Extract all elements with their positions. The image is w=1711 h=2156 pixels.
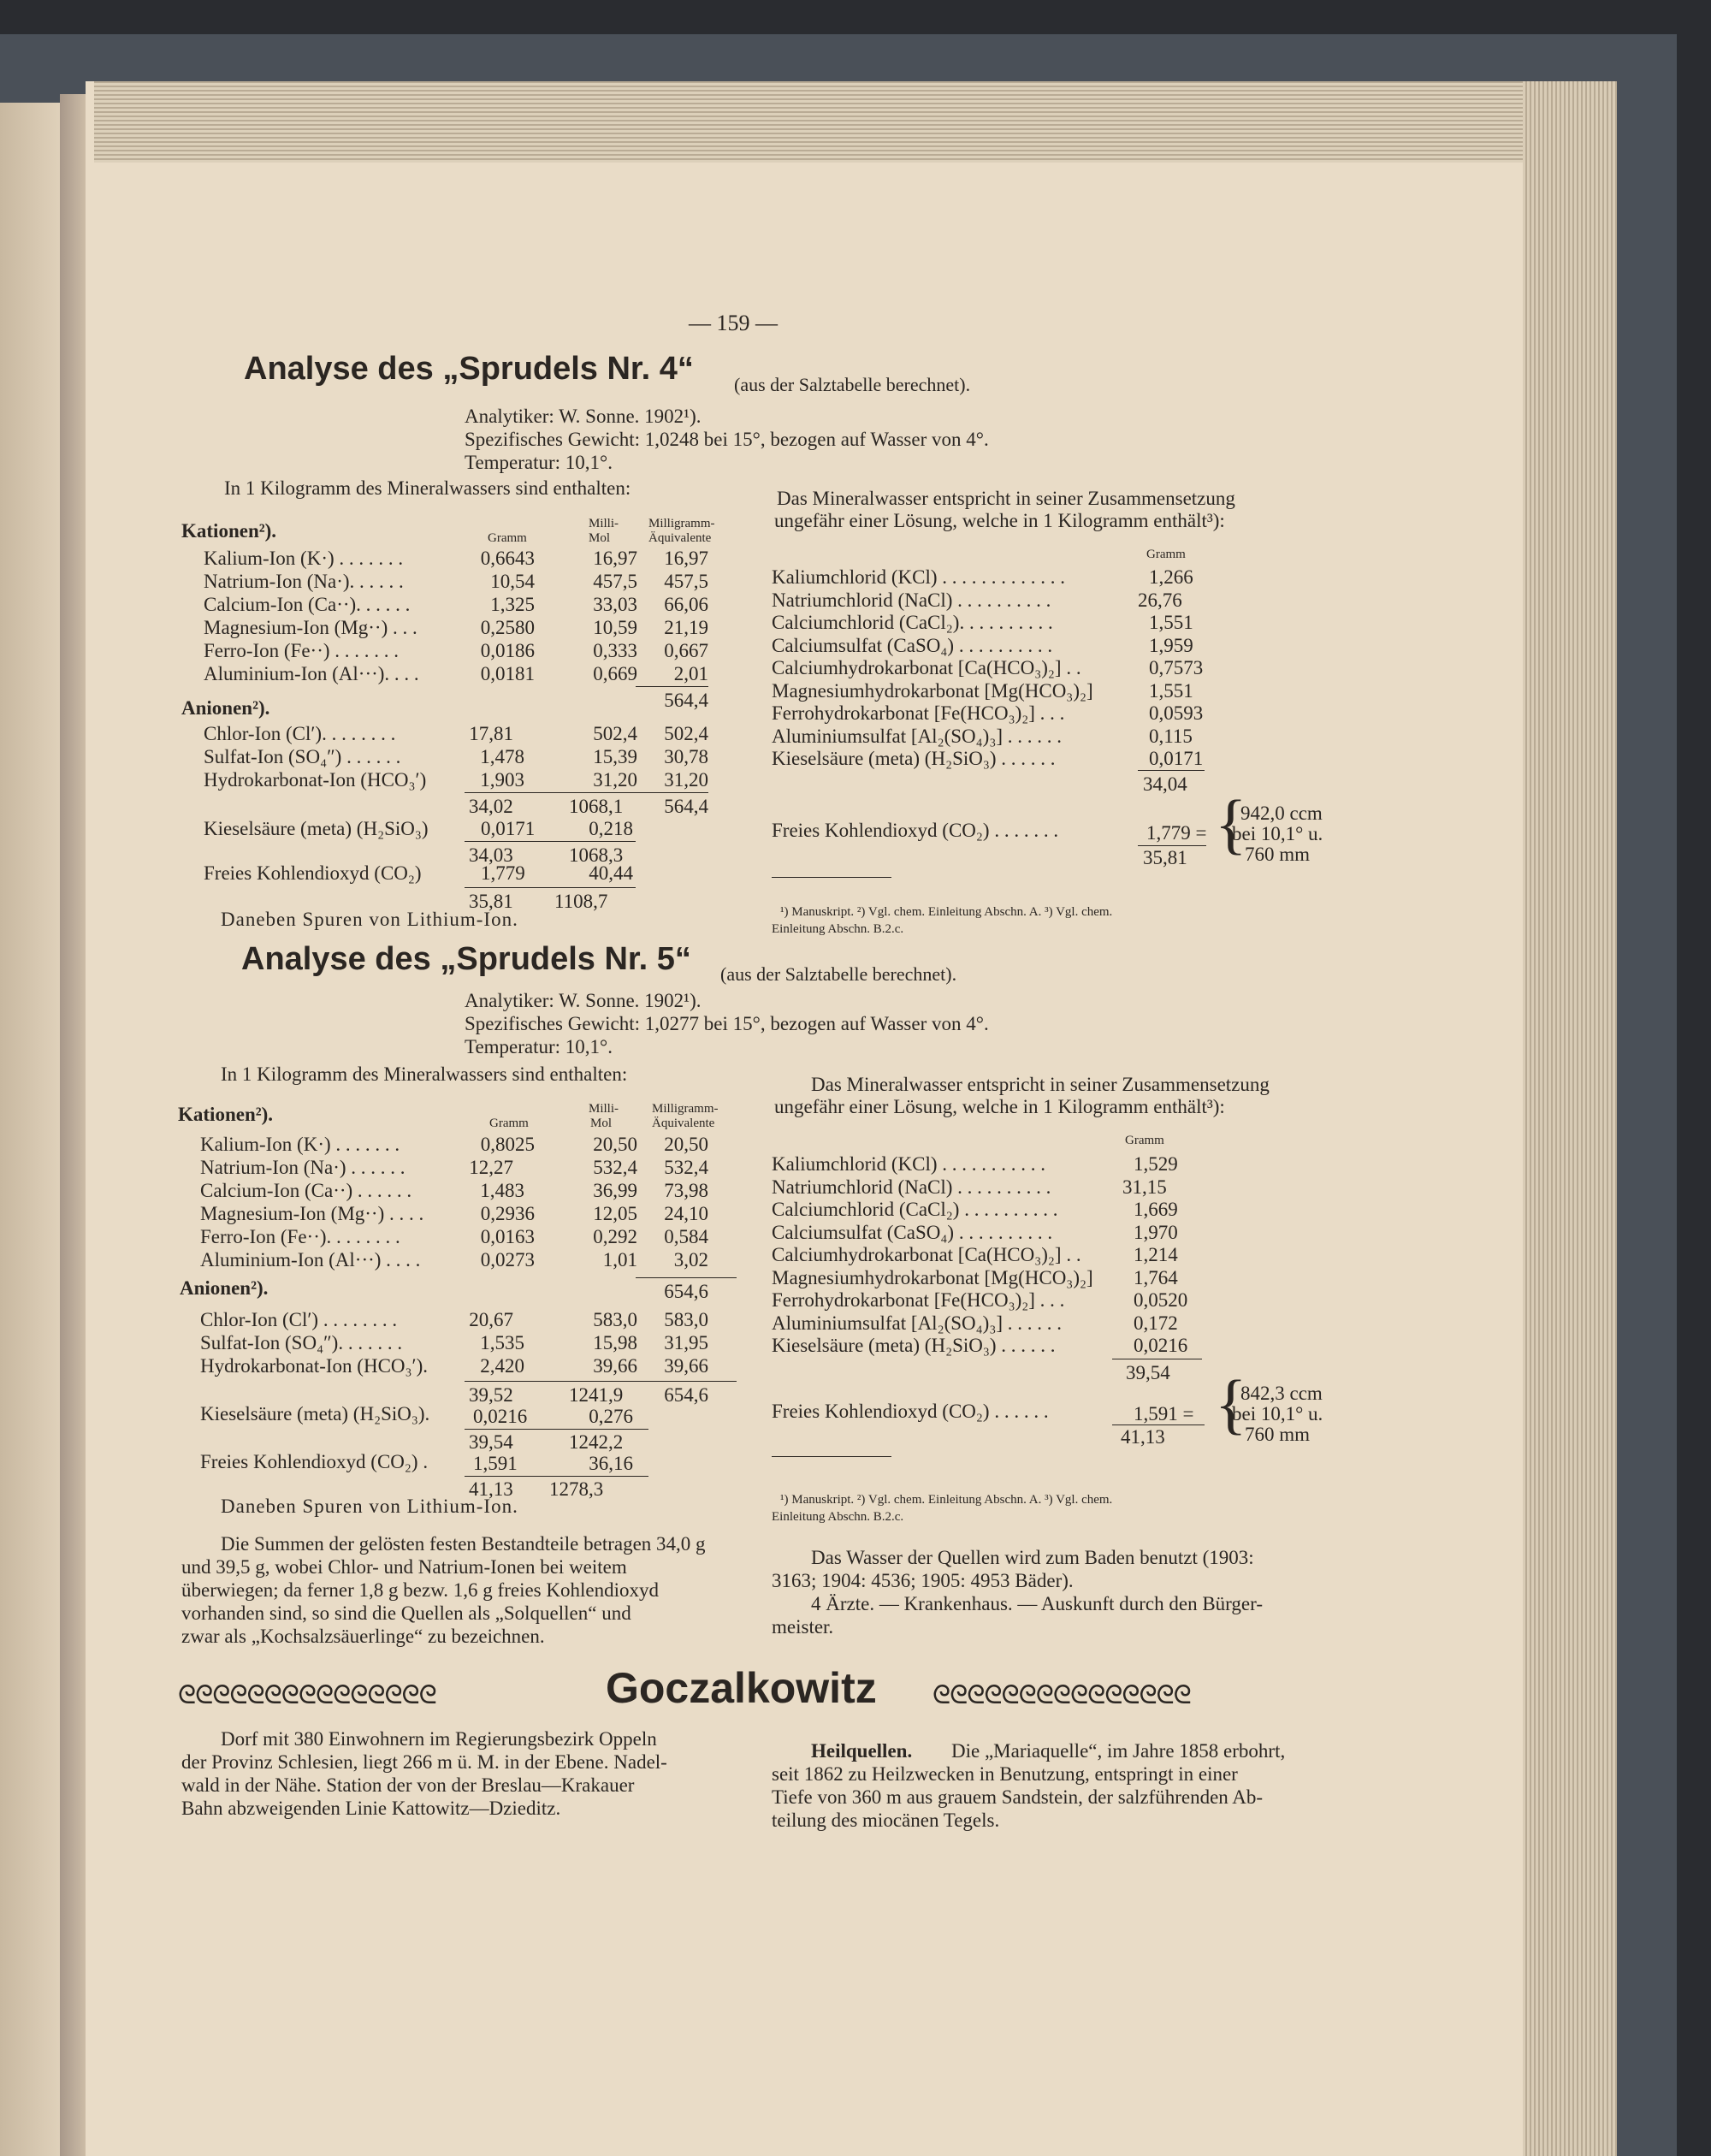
solution-intro-2: ungefähr einer Lösung, welche in 1 Kilogramm enthält³): (774, 1096, 1225, 1117)
salt-value: 0,0171 (1149, 748, 1204, 769)
solution-intro-2: ungefähr einer Lösung, welche in 1 Kilogramm enthält³): (774, 510, 1225, 531)
goczalkowitz-title: Goczalkowitz (606, 1664, 877, 1712)
kiesel-name: Kieselsäure (meta) (H₂SiO₃). (200, 1403, 430, 1424)
salt-name: Calciumhydrokarbonat [Ca(HCO₃)₂] . . (772, 657, 1081, 678)
row-name: Magnesium-Ion (Mg··) . . . . (200, 1203, 424, 1224)
salt-name: Magnesiumhydrokarbonat [Mg(HCO₃)₂] (772, 679, 1093, 702)
kiesel-mol: 0,276 (589, 1406, 633, 1427)
salt-value: 0,172 (1134, 1312, 1178, 1334)
row-name: Ferro-Ion (Fe··). . . . . . . . (200, 1226, 400, 1247)
free-co2-value: 1,591 = (1134, 1403, 1194, 1424)
text-line: der Provinz Schlesien, liegt 266 m ü. M. in der Ebene. Nadel- (181, 1751, 667, 1773)
kiesel-name: Kieselsäure (meta) (H₂SiO₃) (204, 818, 429, 839)
sprudel-4-title: Analyse des „Sprudels Nr. 4“ (244, 351, 694, 387)
row-aeq: 24,10 (664, 1203, 708, 1224)
page-edges-side (1523, 81, 1617, 2156)
salt-name: Kieselsäure (meta) (H₂SiO₃) . . . . . . (772, 748, 1056, 769)
text-line: Dorf mit 380 Einwohnern im Regierungsbezirk Oppeln (221, 1728, 657, 1750)
text-line: zwar als „Kochsalzsäuerlinge“ zu bezeichnen. (181, 1626, 545, 1647)
row-aeq: 31,95 (664, 1332, 708, 1353)
row-name: Sulfat-Ion (SO₄″). . . . . . . (200, 1332, 403, 1353)
brace: { (1215, 1366, 1247, 1441)
salt-value: 31,15 (1122, 1176, 1167, 1198)
footnote-line-2: Einleitung Abschn. B.2.c. (772, 1510, 904, 1524)
row-gramm: 0,0163 (480, 1226, 535, 1247)
row-gramm: 1,325 (490, 594, 535, 615)
sprudel-4-analytiker: Analytiker: W. Sonne. 1902¹). (465, 406, 702, 427)
row-aeq: 2,01 (673, 663, 708, 684)
salt-value: 0,7573 (1149, 657, 1204, 678)
row-aeq: 457,5 (664, 571, 708, 592)
row-name: Aluminium-Ion (Al···). . . . (204, 663, 419, 684)
rule (465, 887, 636, 888)
row-gramm: 1,478 (480, 746, 524, 767)
rule (465, 1429, 648, 1430)
text-line: Tiefe von 360 m aus grauem Sandstein, der salzführenden Ab- (772, 1786, 1264, 1808)
salt-name: Ferrohydrokarbonat [Fe(HCO₃)₂] . . . (772, 702, 1065, 724)
rule (465, 792, 708, 793)
salt-name: Calciumsulfat (CaSO₄) . . . . . . . . . . (772, 1221, 1053, 1243)
salt-name: Natriumchlorid (NaCl) . . . . . . . . . . (772, 1176, 1051, 1198)
brace-line-2: bei 10,1° u. (1232, 1403, 1323, 1424)
co2-name: Freies Kohlendioxyd (CO₂) (204, 862, 422, 884)
salt-name: Kieselsäure (meta) (H₂SiO₃) . . . . . . (772, 1335, 1056, 1356)
row-gramm: 2,420 (480, 1355, 524, 1377)
sum1-mol: 1241,9 (569, 1384, 624, 1406)
salt-value: 1,669 (1134, 1199, 1178, 1220)
sum2-gramm: 39,54 (469, 1431, 513, 1453)
page-number: — 159 — (689, 311, 778, 335)
sprudel-5-subtitle: (aus der Salztabelle berechnet). (720, 963, 957, 985)
footnote-rule (772, 877, 891, 878)
row-gramm: 20,67 (469, 1309, 513, 1330)
row-name: Natrium-Ion (Na·) . . . . . . (200, 1157, 406, 1178)
rule (465, 1381, 737, 1382)
brace-line-1: 842,3 ccm (1240, 1383, 1323, 1404)
text-line: vorhanden sind, so sind die Quellen als „Solquellen“ und (181, 1602, 631, 1624)
col-milli: Milli- (589, 1102, 619, 1116)
col-mol: Mol (590, 1116, 613, 1130)
sprudel-5-analytiker: Analytiker: W. Sonne. 1902¹). (465, 990, 702, 1011)
row-mol: 33,03 (593, 594, 637, 615)
sprudel-4-intro: In 1 Kilogramm des Mineralwassers sind enthalten: (224, 477, 631, 499)
sprudel-4-subtitle: (aus der Salztabelle berechnet). (734, 374, 971, 395)
row-aeq: 583,0 (664, 1309, 708, 1330)
row-gramm: 0,8025 (480, 1134, 535, 1155)
salt-name: Aluminiumsulfat [Al₂(SO₄)₃] . . . . . . (772, 1312, 1063, 1334)
salt-value: 1,214 (1134, 1244, 1178, 1265)
row-name: Ferro-Ion (Fe··) . . . . . . . (204, 640, 400, 661)
row-aeq: 66,06 (664, 594, 708, 615)
footnote-line-1: ¹) Manuskript. ²) Vgl. chem. Einleitung Abschn. A. ³) Vgl. chem. (780, 1493, 1113, 1507)
solution-intro-1: Das Mineralwasser entspricht in seiner Zusammensetzung (811, 1074, 1270, 1095)
rule (636, 1277, 737, 1278)
row-name: Magnesium-Ion (Mg··) . . . (204, 617, 417, 638)
sum3-gramm: 35,81 (469, 891, 513, 912)
rule (636, 686, 708, 687)
row-aeq: 3,02 (673, 1249, 708, 1270)
rule (465, 841, 636, 842)
daneben-text: Daneben Spuren von Lithium-Ion. (221, 909, 518, 930)
row-gramm: 0,2936 (480, 1203, 535, 1224)
salt-value: 1,551 (1149, 612, 1193, 633)
solution-intro-1: Das Mineralwasser entspricht in seiner Zusammensetzung (777, 488, 1235, 509)
brace: { (1215, 786, 1247, 861)
row-name: Natrium-Ion (Na·). . . . . . (204, 571, 404, 592)
row-aeq: 502,4 (664, 723, 708, 744)
salt-name: Calciumhydrokarbonat [Ca(HCO₃)₂] . . (772, 1244, 1081, 1265)
sprudel-5-title: Analyse des „Sprudels Nr. 5“ (241, 941, 691, 977)
row-gramm: 0,6643 (480, 548, 535, 569)
co2-gramm: 1,779 (481, 862, 525, 884)
row-gramm: 0,2580 (480, 617, 535, 638)
salt-name: Natriumchlorid (NaCl) . . . . . . . . . . (772, 589, 1051, 611)
anionen-heading: Anionen²). (180, 1277, 269, 1299)
total-value: 41,13 (1121, 1426, 1165, 1448)
row-gramm: 10,54 (490, 571, 535, 592)
row-gramm: 12,27 (469, 1157, 513, 1178)
footnote-line-1: ¹) Manuskript. ²) Vgl. chem. Einleitung Abschn. A. ³) Vgl. chem. (780, 905, 1113, 919)
col-mg: Milligramm- (648, 517, 715, 530)
text-line: teilung des miocänen Tegels. (772, 1810, 1000, 1831)
row-mol: 15,98 (593, 1332, 637, 1353)
row-aeq: 16,97 (664, 548, 708, 569)
text-line: meister. (772, 1616, 834, 1638)
daneben-text: Daneben Spuren von Lithium-Ion. (221, 1496, 518, 1517)
row-mol: 36,99 (593, 1180, 637, 1201)
free-co2-label: Freies Kohlendioxyd (CO₂) . . . . . . . (772, 820, 1059, 841)
row-gramm: 1,535 (480, 1332, 524, 1353)
text-line: Bahn abzweigenden Linie Kattowitz—Dzieditz. (181, 1798, 561, 1819)
salt-sum: 34,04 (1143, 773, 1187, 795)
sum2-gramm: 34,03 (469, 844, 513, 866)
sprudel-4-gewicht: Spezifisches Gewicht: 1,0248 bei 15°, bezogen auf Wasser von 4°. (465, 429, 989, 450)
salt-value: 1,970 (1134, 1221, 1178, 1243)
row-mol: 15,39 (593, 746, 637, 767)
salt-value: 0,115 (1149, 725, 1193, 747)
kationen-heading: Kationen²). (181, 520, 277, 542)
row-mol: 583,0 (593, 1309, 637, 1330)
kationen-heading: Kationen²). (178, 1104, 274, 1125)
sum3-mol: 1278,3 (549, 1478, 604, 1500)
free-co2-value: 1,779 = (1146, 822, 1207, 844)
salt-value: 26,76 (1138, 589, 1182, 611)
row-gramm: 0,0181 (480, 663, 535, 684)
ornament-right: ᘓᘓᘓᘓᘓᘓᘓᘓᘓᘓᘓᘓᘓᘓᘓ (932, 1681, 1191, 1709)
footnote-line-2: Einleitung Abschn. B.2.c. (772, 922, 904, 936)
co2-mol: 36,16 (589, 1453, 633, 1474)
salt-value: 1,959 (1149, 634, 1193, 656)
salt-name: Calciumchlorid (CaCl₂) . . . . . . . . . . (772, 1199, 1058, 1220)
salt-value: 0,0593 (1149, 702, 1204, 724)
text-line: 4 Ärzte. — Krankenhaus. — Auskunft durch den Bürger- (811, 1593, 1263, 1614)
row-name: Calcium-Ion (Ca··). . . . . . (204, 594, 411, 615)
row-gramm: 1,903 (480, 769, 524, 791)
row-aeq: 0,667 (664, 640, 708, 661)
row-name: Hydrokarbonat-Ion (HCO₃′) (204, 769, 427, 791)
text-line: Die Summen der gelösten festen Bestandteile betragen 34,0 g (221, 1533, 706, 1555)
sum3-mol: 1108,7 (554, 891, 608, 912)
row-mol: 39,66 (593, 1355, 637, 1377)
row-aeq: 73,98 (664, 1180, 708, 1201)
row-aeq: 31,20 (664, 769, 708, 791)
salt-name: Kaliumchlorid (KCl) . . . . . . . . . . . (772, 1153, 1046, 1175)
col-gramm-right: Gramm (1146, 548, 1186, 561)
row-gramm: 0,0273 (480, 1249, 535, 1270)
text-line: überwiegen; da ferner 1,8 g bezw. 1,6 g freies Kohlendioxyd (181, 1579, 659, 1601)
row-name: Kalium-Ion (K·) . . . . . . . (200, 1134, 400, 1155)
brace-line-1: 942,0 ccm (1240, 803, 1323, 824)
brace-line-3: 760 mm (1245, 844, 1311, 865)
co2-name: Freies Kohlendioxyd (CO₂) . (200, 1451, 429, 1472)
col-gramm-right: Gramm (1125, 1134, 1164, 1147)
row-mol: 1,01 (602, 1249, 637, 1270)
salt-name: Kaliumchlorid (KCl) . . . . . . . . . . . . . (772, 566, 1066, 588)
row-mol: 31,20 (593, 769, 637, 791)
sprudel-5-gewicht: Spezifisches Gewicht: 1,0277 bei 15°, bezogen auf Wasser von 4°. (465, 1013, 989, 1034)
sprudel-4-temperatur: Temperatur: 10,1°. (465, 452, 613, 473)
text-line: 3163; 1904: 4536; 1905: 4953 Bäder). (772, 1570, 1074, 1591)
kiesel-gramm: 0,0171 (481, 818, 536, 839)
row-mol: 12,05 (593, 1203, 637, 1224)
row-mol: 502,4 (593, 723, 637, 744)
sum1-aeq: 564,4 (664, 796, 708, 817)
row-name: Calcium-Ion (Ca··) . . . . . . (200, 1180, 412, 1201)
page-edges-top (94, 81, 1617, 163)
text-line: Die „Mariaquelle“, im Jahre 1858 erbohrt, (951, 1740, 1286, 1762)
row-name: Aluminium-Ion (Al···) . . . . (200, 1249, 421, 1270)
row-aeq: 532,4 (664, 1157, 708, 1178)
salt-sum: 39,54 (1126, 1362, 1170, 1383)
text-line: und 39,5 g, wobei Chlor- und Natrium-Ionen bei weitem (181, 1556, 627, 1578)
salt-value: 1,551 (1149, 679, 1193, 702)
row-mol: 0,292 (593, 1226, 637, 1247)
kiesel-mol: 0,218 (589, 818, 633, 839)
kiesel-gramm: 0,0216 (473, 1406, 528, 1427)
col-mg: Milligramm- (652, 1102, 719, 1116)
col-gramm: Gramm (489, 1116, 529, 1130)
salt-name: Aluminiumsulfat [Al₂(SO₄)₃] . . . . . . (772, 725, 1063, 747)
col-aeq: Äquivalente (648, 531, 712, 545)
ornament-left: ᘓᘓᘓᘓᘓᘓᘓᘓᘓᘓᘓᘓᘓᘓᘓ (178, 1681, 436, 1709)
anionen-heading: Anionen²). (181, 697, 270, 719)
footnote-rule (772, 1456, 891, 1457)
row-mol: 0,333 (593, 640, 637, 661)
row-name: Hydrokarbonat-Ion (HCO₃′). (200, 1355, 428, 1377)
row-mol: 10,59 (593, 617, 637, 638)
row-name: Chlor-Ion (Cl′) . . . . . . . . (200, 1309, 398, 1330)
rule (1112, 1424, 1205, 1425)
sum2-mol: 1242,2 (569, 1431, 624, 1453)
row-gramm: 1,483 (480, 1180, 524, 1201)
text-line: wald in der Nähe. Station der von der Breslau—Krakauer (181, 1774, 635, 1796)
salt-name: Magnesiumhydrokarbonat [Mg(HCO₃)₂] (772, 1266, 1093, 1288)
salt-value: 1,764 (1134, 1266, 1178, 1288)
salt-name: Calciumchlorid (CaCl₂). . . . . . . . . . (772, 612, 1053, 633)
co2-gramm: 1,591 (473, 1453, 518, 1474)
row-name: Sulfat-Ion (SO₄″) . . . . . . (204, 746, 401, 767)
rule (1138, 770, 1205, 771)
row-mol: 16,97 (593, 548, 637, 569)
text-line: Das Wasser der Quellen wird zum Baden benutzt (1903: (811, 1547, 1254, 1568)
brace-line-2: bei 10,1° u. (1232, 823, 1323, 844)
salt-name: Ferrohydrokarbonat [Fe(HCO₃)₂] . . . (772, 1289, 1065, 1311)
rule (1138, 845, 1206, 846)
salt-name: Calciumsulfat (CaSO₄) . . . . . . . . . . (772, 634, 1053, 656)
text-line: seit 1862 zu Heilzwecken in Benutzung, entspringt in einer (772, 1763, 1238, 1785)
sprudel-5-intro: In 1 Kilogramm des Mineralwassers sind enthalten: (221, 1063, 628, 1085)
sum1-mol: 1068,1 (569, 796, 624, 817)
row-aeq: 21,19 (664, 617, 708, 638)
row-aeq: 0,584 (664, 1226, 708, 1247)
col-milli: Milli- (589, 517, 619, 530)
row-aeq: 30,78 (664, 746, 708, 767)
row-mol: 532,4 (593, 1157, 637, 1178)
row-gramm: 17,81 (469, 723, 513, 744)
row-aeq: 20,50 (664, 1134, 708, 1155)
sum3-gramm: 41,13 (469, 1478, 513, 1500)
row-mol: 457,5 (593, 571, 637, 592)
sprudel-5-temperatur: Temperatur: 10,1°. (465, 1036, 613, 1057)
col-gramm: Gramm (488, 531, 527, 545)
sum2-mol: 1068,3 (569, 844, 624, 866)
row-name: Chlor-Ion (Cl′). . . . . . . . (204, 723, 396, 744)
kationen-sum: 564,4 (664, 690, 708, 711)
row-aeq: 39,66 (664, 1355, 708, 1377)
total-value: 35,81 (1143, 847, 1187, 868)
col-mol: Mol (589, 531, 611, 545)
salt-value: 0,0216 (1134, 1335, 1188, 1356)
sum1-aeq: 654,6 (664, 1384, 708, 1406)
kationen-sum: 654,6 (664, 1281, 708, 1302)
heilquellen-label: Heilquellen. (811, 1740, 913, 1762)
row-mol: 20,50 (593, 1134, 637, 1155)
salt-value: 1,266 (1149, 566, 1193, 588)
salt-value: 1,529 (1134, 1153, 1178, 1175)
salt-value: 0,0520 (1134, 1289, 1188, 1311)
brace-line-3: 760 mm (1245, 1424, 1311, 1445)
sum1-gramm: 34,02 (469, 796, 513, 817)
sum1-gramm: 39,52 (469, 1384, 513, 1406)
col-aeq: Äquivalente (652, 1116, 715, 1130)
row-mol: 0,669 (593, 663, 637, 684)
co2-mol: 40,44 (589, 862, 633, 884)
free-co2-label: Freies Kohlendioxyd (CO₂) . . . . . . (772, 1401, 1049, 1422)
row-gramm: 0,0186 (480, 640, 535, 661)
row-name: Kalium-Ion (K·) . . . . . . . (204, 548, 404, 569)
rule (465, 1476, 648, 1477)
